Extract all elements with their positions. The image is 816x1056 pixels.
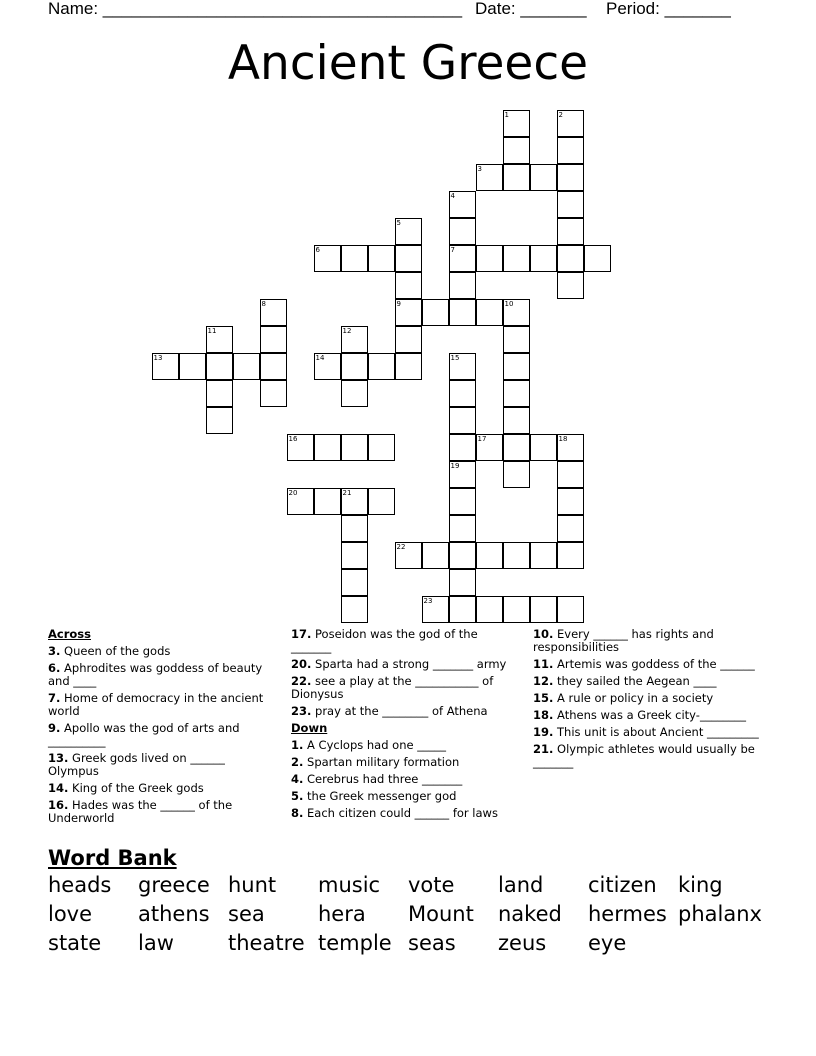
crossword-cell[interactable] <box>503 461 530 488</box>
crossword-cell[interactable] <box>449 272 476 299</box>
crossword-cell[interactable] <box>206 353 233 380</box>
clue-number: 1. <box>291 738 304 752</box>
crossword-cell[interactable] <box>476 299 503 326</box>
crossword-cell[interactable] <box>503 299 530 326</box>
clue-text: A Cyclops had one _____ <box>307 738 446 752</box>
clue-text: Each citizen could ______ for laws <box>307 806 498 820</box>
clue <box>291 807 519 820</box>
crossword-cell[interactable] <box>395 326 422 353</box>
crossword-cell[interactable] <box>449 569 476 596</box>
crossword-cell[interactable] <box>476 245 503 272</box>
clue <box>291 675 519 701</box>
clue-number: 10 <box>504 299 514 308</box>
crossword-cell[interactable] <box>449 353 476 380</box>
clue-number: 20 <box>288 488 298 497</box>
clue-text: Home of democracy in the ancient world <box>48 691 264 718</box>
crossword-cell[interactable] <box>395 245 422 272</box>
clue-number: 6 <box>315 245 320 254</box>
word-bank-item: Mount <box>408 902 474 926</box>
clue-text: see a play at the ___________ of Dionysus <box>291 674 494 701</box>
word-bank-item: eye <box>588 931 627 955</box>
clue <box>48 799 273 825</box>
clue-number: 14. <box>48 781 69 795</box>
crossword-cell[interactable] <box>449 542 476 569</box>
word-bank-item: temple <box>318 931 392 955</box>
crossword-cell[interactable] <box>530 245 557 272</box>
crossword-cell[interactable] <box>395 542 422 569</box>
clue-text: the Greek messenger god <box>307 789 457 803</box>
crossword-cell[interactable] <box>206 407 233 434</box>
word-bank-item: zeus <box>498 931 547 955</box>
crossword-cell[interactable] <box>503 542 530 569</box>
crossword-cell[interactable] <box>341 353 368 380</box>
crossword-cell[interactable] <box>341 380 368 407</box>
crossword-cell[interactable] <box>503 380 530 407</box>
word-bank-item: love <box>48 902 93 926</box>
clue <box>533 743 768 769</box>
page-title: Ancient Greece <box>227 36 589 91</box>
clue-number: 16 <box>288 434 298 443</box>
period-field[interactable]: Period: _______ <box>606 0 731 18</box>
clue-number: 2 <box>558 110 563 119</box>
crossword-cell[interactable] <box>476 164 503 191</box>
word-bank-item: vote <box>408 873 455 897</box>
clue <box>48 722 273 748</box>
clue-number: 21 <box>342 488 352 497</box>
crossword-cell[interactable] <box>557 488 584 515</box>
clue <box>48 692 273 718</box>
clue-number: 23. <box>291 704 312 718</box>
clue-number: 4. <box>291 772 304 786</box>
clue <box>533 675 768 688</box>
crossword-cell[interactable] <box>206 380 233 407</box>
crossword-cell[interactable] <box>449 218 476 245</box>
crossword-cell[interactable] <box>152 353 179 380</box>
clue-number: 4 <box>450 191 455 200</box>
word-bank-item: king <box>678 873 723 897</box>
clue-text: Hades was the ______ of the Underworld <box>48 798 233 825</box>
clue-text: A rule or policy in a society <box>557 691 714 705</box>
clue-number: 3. <box>48 644 61 658</box>
crossword-cell[interactable] <box>260 353 287 380</box>
word-bank-item: music <box>318 873 381 897</box>
word-bank-title: Word Bank <box>48 846 177 870</box>
crossword-cell[interactable] <box>395 218 422 245</box>
clue-text: pray at the ________ of Athena <box>315 704 488 718</box>
clue <box>291 658 519 671</box>
crossword-cell[interactable] <box>314 434 341 461</box>
clue-number: 6. <box>48 661 61 675</box>
clue-number: 18. <box>533 708 554 722</box>
clue-number: 14 <box>315 353 325 362</box>
clue-text: Greek gods lived on ______ Olympus <box>48 751 225 778</box>
clue-number: 23 <box>423 596 433 605</box>
crossword-cell[interactable] <box>449 407 476 434</box>
clue-number: 12 <box>342 326 352 335</box>
crossword-cell[interactable] <box>233 353 260 380</box>
clue <box>533 726 768 739</box>
clue-text: This unit is about Ancient _________ <box>557 725 759 739</box>
crossword-cell[interactable] <box>449 191 476 218</box>
clue-number: 15. <box>533 691 554 705</box>
date-field[interactable]: Date: _______ <box>475 0 587 18</box>
word-bank-item: hunt <box>228 873 277 897</box>
word-bank-item: state <box>48 931 102 955</box>
word-bank-item: phalanx <box>678 902 762 926</box>
crossword-cell[interactable] <box>530 542 557 569</box>
clue-column-3 <box>533 628 768 773</box>
clue <box>291 739 519 752</box>
clue-number: 5. <box>291 789 304 803</box>
crossword-cell[interactable] <box>557 164 584 191</box>
crossword-cell[interactable] <box>341 434 368 461</box>
clue-number: 11. <box>533 657 554 671</box>
word-bank-item: heads <box>48 873 112 897</box>
crossword-cell[interactable] <box>341 569 368 596</box>
clue-number: 13. <box>48 751 69 765</box>
word-bank-item: sea <box>228 902 265 926</box>
crossword-cell[interactable] <box>449 488 476 515</box>
crossword-cell[interactable] <box>449 461 476 488</box>
clue-text: Spartan military formation <box>307 755 460 769</box>
clue-text: Poseidon was the god of the _______ <box>291 627 478 654</box>
clue-text: Athens was a Greek city-________ <box>557 708 746 722</box>
crossword-cell[interactable] <box>341 488 368 515</box>
crossword-cell[interactable] <box>503 110 530 137</box>
crossword-cell[interactable] <box>476 434 503 461</box>
crossword-cell[interactable] <box>314 488 341 515</box>
clue-text: they sailed the Aegean ____ <box>557 674 717 688</box>
crossword-cell[interactable] <box>530 596 557 623</box>
clue-text: Sparta had a strong _______ army <box>315 657 507 671</box>
crossword-cell[interactable] <box>557 191 584 218</box>
clue-number: 16. <box>48 798 69 812</box>
crossword-cell[interactable] <box>557 218 584 245</box>
clue <box>48 782 273 795</box>
word-bank-item: naked <box>498 902 562 926</box>
word-bank-item: greece <box>138 873 210 897</box>
crossword-cell[interactable] <box>368 245 395 272</box>
clue-number: 9 <box>396 299 401 308</box>
crossword-cell[interactable] <box>530 164 557 191</box>
name-field[interactable]: Name: ______________________________________ <box>48 0 463 18</box>
clue-number: 19 <box>450 461 460 470</box>
crossword-cell[interactable] <box>422 299 449 326</box>
crossword-cell[interactable] <box>314 245 341 272</box>
crossword-cell[interactable] <box>449 434 476 461</box>
clue-text: Every ______ has rights and responsibilities <box>533 627 714 654</box>
clue-number: 17 <box>477 434 487 443</box>
crossword-cell[interactable] <box>557 596 584 623</box>
word-bank-item: hermes <box>588 902 667 926</box>
clue-number: 18 <box>558 434 568 443</box>
crossword-cell[interactable] <box>287 488 314 515</box>
crossword-cell[interactable] <box>449 380 476 407</box>
clue-number: 5 <box>396 218 401 227</box>
crossword-cell[interactable] <box>422 596 449 623</box>
clue <box>48 645 273 658</box>
clue <box>533 692 768 705</box>
crossword-cell[interactable] <box>395 299 422 326</box>
crossword-cell[interactable] <box>503 326 530 353</box>
clue <box>48 662 273 688</box>
clue <box>291 773 519 786</box>
clue-number: 20. <box>291 657 312 671</box>
clue-number: 8. <box>291 806 304 820</box>
clue-number: 21. <box>533 742 554 756</box>
crossword-cell[interactable] <box>341 245 368 272</box>
crossword-cell[interactable] <box>395 353 422 380</box>
crossword-cell[interactable] <box>557 542 584 569</box>
word-bank-item: citizen <box>588 873 657 897</box>
clue-number: 17. <box>291 627 312 641</box>
crossword-cell[interactable] <box>206 326 233 353</box>
crossword-cell[interactable] <box>503 137 530 164</box>
clue-section-heading: Down <box>291 721 328 735</box>
crossword-cell[interactable] <box>449 245 476 272</box>
crossword-cell[interactable] <box>503 407 530 434</box>
clue-number: 2. <box>291 755 304 769</box>
crossword-cell[interactable] <box>449 299 476 326</box>
crossword-cell[interactable] <box>476 542 503 569</box>
word-bank-item: athens <box>138 902 210 926</box>
word-bank-item: law <box>138 931 174 955</box>
word-bank-item: theatre <box>228 931 305 955</box>
crossword-cell[interactable] <box>341 515 368 542</box>
crossword-cell[interactable] <box>179 353 206 380</box>
clue <box>291 790 519 803</box>
crossword-cell[interactable] <box>503 245 530 272</box>
crossword-cell[interactable] <box>260 326 287 353</box>
crossword-cell[interactable] <box>557 461 584 488</box>
clue-text: King of the Greek gods <box>72 781 204 795</box>
crossword-cell[interactable] <box>503 164 530 191</box>
crossword-cell[interactable] <box>503 596 530 623</box>
crossword-cell[interactable] <box>368 434 395 461</box>
clue-text: Queen of the gods <box>64 644 171 658</box>
clue-text: Olympic athletes would usually be _______ <box>533 742 755 769</box>
crossword-cell[interactable] <box>260 299 287 326</box>
word-bank-item: seas <box>408 931 456 955</box>
clue-number: 22. <box>291 674 312 688</box>
clue-number: 1 <box>504 110 509 119</box>
crossword-cell[interactable] <box>449 515 476 542</box>
crossword-cell[interactable] <box>557 110 584 137</box>
crossword-cell[interactable] <box>368 488 395 515</box>
clue <box>533 658 768 671</box>
clue-section-heading: Across <box>48 627 91 641</box>
crossword-cell[interactable] <box>260 380 287 407</box>
crossword-cell[interactable] <box>341 326 368 353</box>
crossword-cell[interactable] <box>368 353 395 380</box>
clue <box>533 709 768 722</box>
crossword-cell[interactable] <box>503 434 530 461</box>
clue-number: 12. <box>533 674 554 688</box>
crossword-cell[interactable] <box>449 596 476 623</box>
crossword-cell[interactable] <box>422 542 449 569</box>
word-bank <box>48 872 788 956</box>
clue <box>291 756 519 769</box>
clue <box>291 628 519 654</box>
clue-column-1 <box>48 628 273 829</box>
clue-text: Cerebrus had three _______ <box>307 772 463 786</box>
clue-number: 13 <box>153 353 163 362</box>
crossword-cell[interactable] <box>557 245 584 272</box>
clue-number: 19. <box>533 725 554 739</box>
crossword-cell[interactable] <box>395 272 422 299</box>
crossword-cell[interactable] <box>584 245 611 272</box>
crossword-cell[interactable] <box>557 272 584 299</box>
crossword-cell[interactable] <box>314 353 341 380</box>
clue-number: 3 <box>477 164 482 173</box>
crossword-cell[interactable] <box>287 434 314 461</box>
clue <box>291 705 519 718</box>
clue-number: 9. <box>48 721 61 735</box>
clue-number: 22 <box>396 542 406 551</box>
clue-number: 15 <box>450 353 460 362</box>
clue-text: Aphrodites was goddess of beauty and ____ <box>48 661 263 688</box>
clue-column-2 <box>291 628 519 824</box>
crossword-cell[interactable] <box>557 515 584 542</box>
clue-number: 7. <box>48 691 61 705</box>
clue-number: 10. <box>533 627 554 641</box>
clue-text: Apollo was the god of arts and __________ <box>48 721 240 748</box>
clue-number: 7 <box>450 245 455 254</box>
clue <box>533 628 768 654</box>
clue-text: Artemis was goddess of the ______ <box>557 657 755 671</box>
clue-number: 8 <box>261 299 266 308</box>
crossword-cell[interactable] <box>503 353 530 380</box>
crossword-cell[interactable] <box>341 542 368 569</box>
word-bank-item: hera <box>318 902 366 926</box>
crossword-cell[interactable] <box>530 434 557 461</box>
word-bank-item: land <box>498 873 544 897</box>
clue-number: 11 <box>207 326 217 335</box>
crossword-cell[interactable] <box>557 137 584 164</box>
crossword-cell[interactable] <box>557 434 584 461</box>
crossword-cell[interactable] <box>476 596 503 623</box>
clue <box>48 752 273 778</box>
crossword-cell[interactable] <box>341 596 368 623</box>
